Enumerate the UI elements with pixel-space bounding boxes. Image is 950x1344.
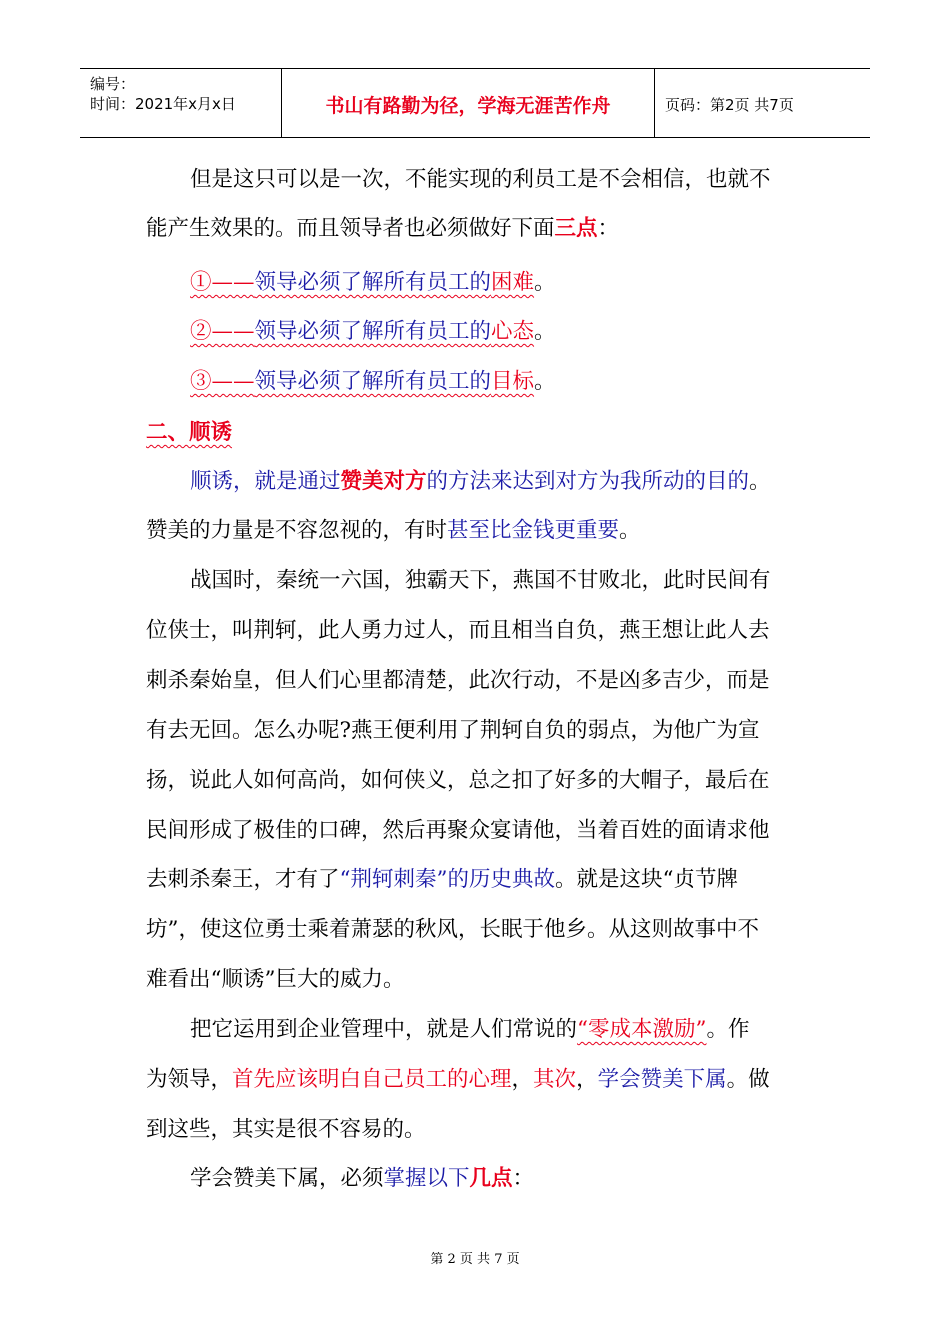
section-heading-text: 二、顺诱 xyxy=(146,420,233,445)
text-run: 的方法来达到对方为我所动的目的 xyxy=(426,469,750,494)
text-run: 领导必须了解所有员工的 xyxy=(254,369,492,394)
text-run: ， xyxy=(576,1067,598,1092)
text-run: 领导必须了解所有员工的 xyxy=(254,270,492,295)
paragraph-line xyxy=(146,661,770,701)
text-run: 。作 xyxy=(706,1017,750,1042)
text-run: 难看出“顺诱”巨大的威力。 xyxy=(146,967,405,992)
text-run: 扬，说此人如何高尚，如何侠义，总之扣了好多的大帽子，最后在 xyxy=(146,768,770,793)
text-run: 赞美的力量是不容忽视的，有时 xyxy=(146,518,448,543)
paragraph-line xyxy=(146,910,759,950)
paragraph-line xyxy=(146,209,619,249)
text-run: 但是这只可以是一次，不能实现的利员工是不会相信，也就不 xyxy=(190,167,771,192)
text-run: 学会赞美下属，必须 xyxy=(190,1166,384,1191)
text-run: 。 xyxy=(534,270,556,295)
document-number-label: 编号： xyxy=(90,75,136,93)
text-run: 。做 xyxy=(726,1067,770,1092)
emphasis-text: 目标 xyxy=(491,369,535,394)
list-item xyxy=(190,362,556,402)
text-run: 为领导， xyxy=(146,1067,233,1092)
text-run: 民间形成了极佳的口碑，然后再聚众宴请他，当着百姓的面请求他 xyxy=(146,818,770,843)
list-item xyxy=(190,263,556,303)
text-run: 。 xyxy=(534,369,556,394)
paragraph-line xyxy=(146,1110,426,1150)
text-run: 到这些，其实是很不容易的。 xyxy=(146,1117,426,1142)
text-run: 战国时，秦统一六国，独霸天下，燕国不甘败北，此时民间有 xyxy=(190,568,771,593)
header-meta-cell xyxy=(80,69,280,137)
text-run: 有去无回。怎么办呢?燕王便利用了荆轲自负的弱点，为他广为宣 xyxy=(146,718,760,743)
text-run: ， xyxy=(511,1067,534,1092)
emphasis-text: 困难 xyxy=(491,270,535,295)
emphasis-text: 其次 xyxy=(533,1067,577,1092)
emphasis-text: 三点 xyxy=(554,216,598,241)
emphasis-text: 甚至比金钱更重要 xyxy=(447,518,620,543)
paragraph-line xyxy=(190,1159,534,1199)
paragraph-line xyxy=(190,160,771,200)
paragraph-line xyxy=(146,511,641,551)
header-page-label: 页码：第2页 共7页 xyxy=(665,96,794,114)
list-marker: ①—— xyxy=(190,270,255,295)
text-run: 坊”，使这位勇士乘着萧瑟的秋风，长眠于他乡。从这则故事中不 xyxy=(146,917,759,942)
text-run: 位侠士，叫荆轲，此人勇力过人，而且相当自负，燕王想让此人去 xyxy=(146,618,770,643)
emphasis-text: 几点 xyxy=(469,1166,513,1191)
emphasis-text: “零成本激励” xyxy=(577,1017,707,1042)
paragraph-line xyxy=(190,561,771,601)
paragraph-line xyxy=(146,811,770,851)
footer-page-number: 第 2 页 共 7 页 xyxy=(430,1252,520,1267)
emphasis-text: 心态 xyxy=(491,319,535,344)
page-header xyxy=(80,68,870,138)
header-divider xyxy=(654,69,655,137)
text-run: 把它运用到企业管理中，就是人们常说的 xyxy=(190,1017,578,1042)
paragraph-line xyxy=(190,462,771,502)
paragraph-line xyxy=(190,1010,750,1050)
list-item xyxy=(190,312,556,352)
paragraph-line xyxy=(146,761,770,801)
paragraph-line xyxy=(146,1060,770,1100)
emphasis-text: “荆轲刺秦”的历史典故 xyxy=(339,867,555,892)
text-run: 。 xyxy=(749,469,771,494)
text-run: 刺杀秦始皇，但人们心里都清楚，此次行动，不是凶多吉少，而是 xyxy=(146,668,770,693)
text-run: 能产生效果的。而且领导者也必须做好下面 xyxy=(146,216,555,241)
text-run: 领导必须了解所有员工的 xyxy=(254,319,492,344)
emphasis-text: 首先应该明白自己员工的心理 xyxy=(232,1067,512,1092)
text-run: 。就是这块“贞节牌 xyxy=(555,867,738,892)
emphasis-text: 学会赞美下属 xyxy=(597,1067,727,1092)
document-date-label: 时间：2021年x月x日 xyxy=(90,95,236,113)
text-run: ： xyxy=(512,1166,535,1191)
section-heading xyxy=(146,413,232,453)
paragraph-line xyxy=(146,611,770,651)
emphasis-text: 掌握以下 xyxy=(383,1166,470,1191)
text-run: 。 xyxy=(534,319,556,344)
emphasis-text: 赞美对方 xyxy=(340,469,427,494)
page-footer xyxy=(0,1248,950,1267)
list-marker: ②—— xyxy=(190,319,255,344)
text-run: 。 xyxy=(619,518,641,543)
paragraph-line xyxy=(146,960,404,1000)
header-motto: 书山有路勤为径，学海无涯苦作舟 xyxy=(325,95,611,117)
paragraph-line xyxy=(146,860,738,900)
text-run: 顺诱，就是通过 xyxy=(190,469,341,494)
text-run: ： xyxy=(597,216,620,241)
list-marker: ③—— xyxy=(190,369,255,394)
text-run: 去刺杀秦王，才有了 xyxy=(146,867,340,892)
paragraph-line xyxy=(146,711,760,751)
